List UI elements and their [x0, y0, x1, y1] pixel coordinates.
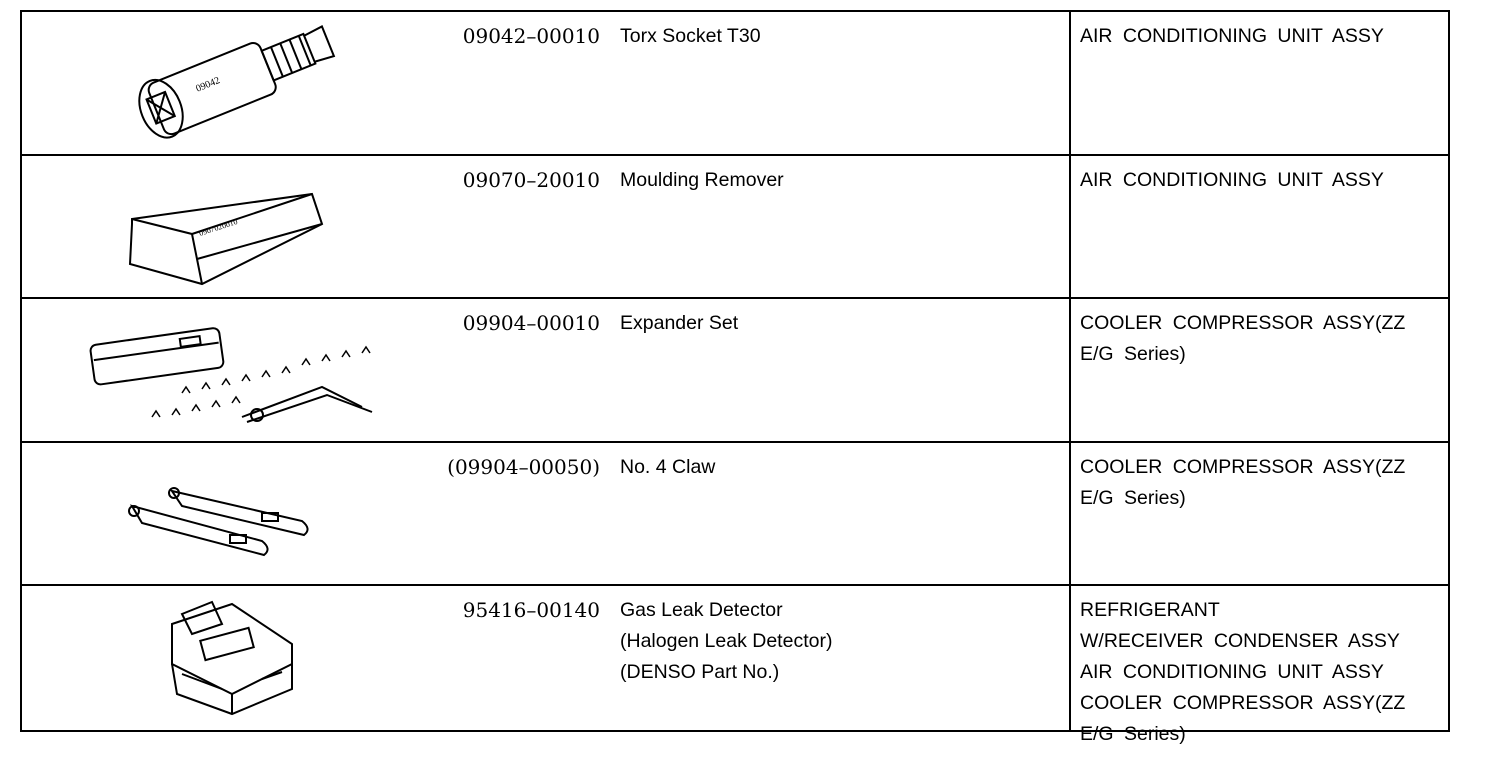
tool-usage	[1080, 308, 1452, 370]
svg-text:09042: 09042	[194, 75, 222, 95]
tool-name	[620, 452, 1060, 483]
tool-name	[620, 21, 1060, 52]
part-number: (09904–00050)	[447, 454, 600, 479]
tool-name-line: (DENSO Part No.)	[620, 661, 780, 684]
tool-name-line: No. 4 Claw	[620, 455, 716, 478]
column-divider	[1069, 299, 1071, 441]
special-tools-table	[20, 10, 1450, 746]
tool-usage	[1080, 452, 1452, 514]
tool-name-line: Expander Set	[620, 312, 739, 335]
table-row	[22, 156, 1448, 300]
usage-line: AIR CONDITIONING UNIT ASSY	[1080, 661, 1384, 684]
expander-set-illustration	[82, 307, 422, 435]
tool-usage	[1080, 165, 1452, 196]
usage-line: AIR CONDITIONING UNIT ASSY	[1080, 168, 1384, 191]
tool-name-line: Torx Socket T30	[620, 25, 761, 47]
column-divider	[1069, 12, 1071, 154]
table-row	[22, 586, 1448, 746]
moulding-remover-illustration	[82, 164, 422, 292]
tool-name	[620, 165, 1060, 196]
usage-line: E/G Series)	[1080, 723, 1186, 746]
usage-line: W/RECEIVER CONDENSER ASSY	[1080, 630, 1400, 653]
tool-usage	[1080, 21, 1452, 52]
usage-line: COOLER COMPRESSOR ASSY(ZZ	[1080, 455, 1406, 478]
tool-name-line: Gas Leak Detector	[620, 599, 783, 622]
tool-name	[620, 308, 1060, 339]
part-number: 09042–00010	[462, 24, 600, 48]
part-number: 95416–00140	[462, 598, 600, 623]
tool-name-line: (Halogen Leak Detector)	[620, 630, 833, 653]
column-divider	[1069, 443, 1071, 585]
tool-name	[620, 595, 1060, 688]
gas-leak-detector-illustration	[82, 594, 422, 722]
claw-illustration	[82, 451, 422, 579]
column-divider	[1069, 156, 1071, 298]
torx-socket-illustration	[82, 20, 422, 148]
part-number: 09070–20010	[462, 167, 600, 192]
svg-text:0907020010: 0907020010	[197, 216, 239, 238]
table-row	[22, 443, 1448, 587]
table-row	[22, 12, 1448, 156]
usage-line: COOLER COMPRESSOR ASSY(ZZ	[1080, 692, 1406, 715]
usage-line: E/G Series)	[1080, 486, 1186, 509]
tool-usage	[1080, 595, 1452, 750]
usage-line: E/G Series)	[1080, 343, 1186, 366]
usage-line: COOLER COMPRESSOR ASSY(ZZ	[1080, 312, 1406, 335]
tool-name-line: Moulding Remover	[620, 168, 784, 191]
table-row	[22, 299, 1448, 443]
column-divider	[1069, 586, 1071, 730]
usage-line: REFRIGERANT	[1080, 599, 1220, 622]
part-number: 09904–00010	[462, 311, 600, 336]
usage-line: AIR CONDITIONING UNIT ASSY	[1080, 25, 1384, 47]
